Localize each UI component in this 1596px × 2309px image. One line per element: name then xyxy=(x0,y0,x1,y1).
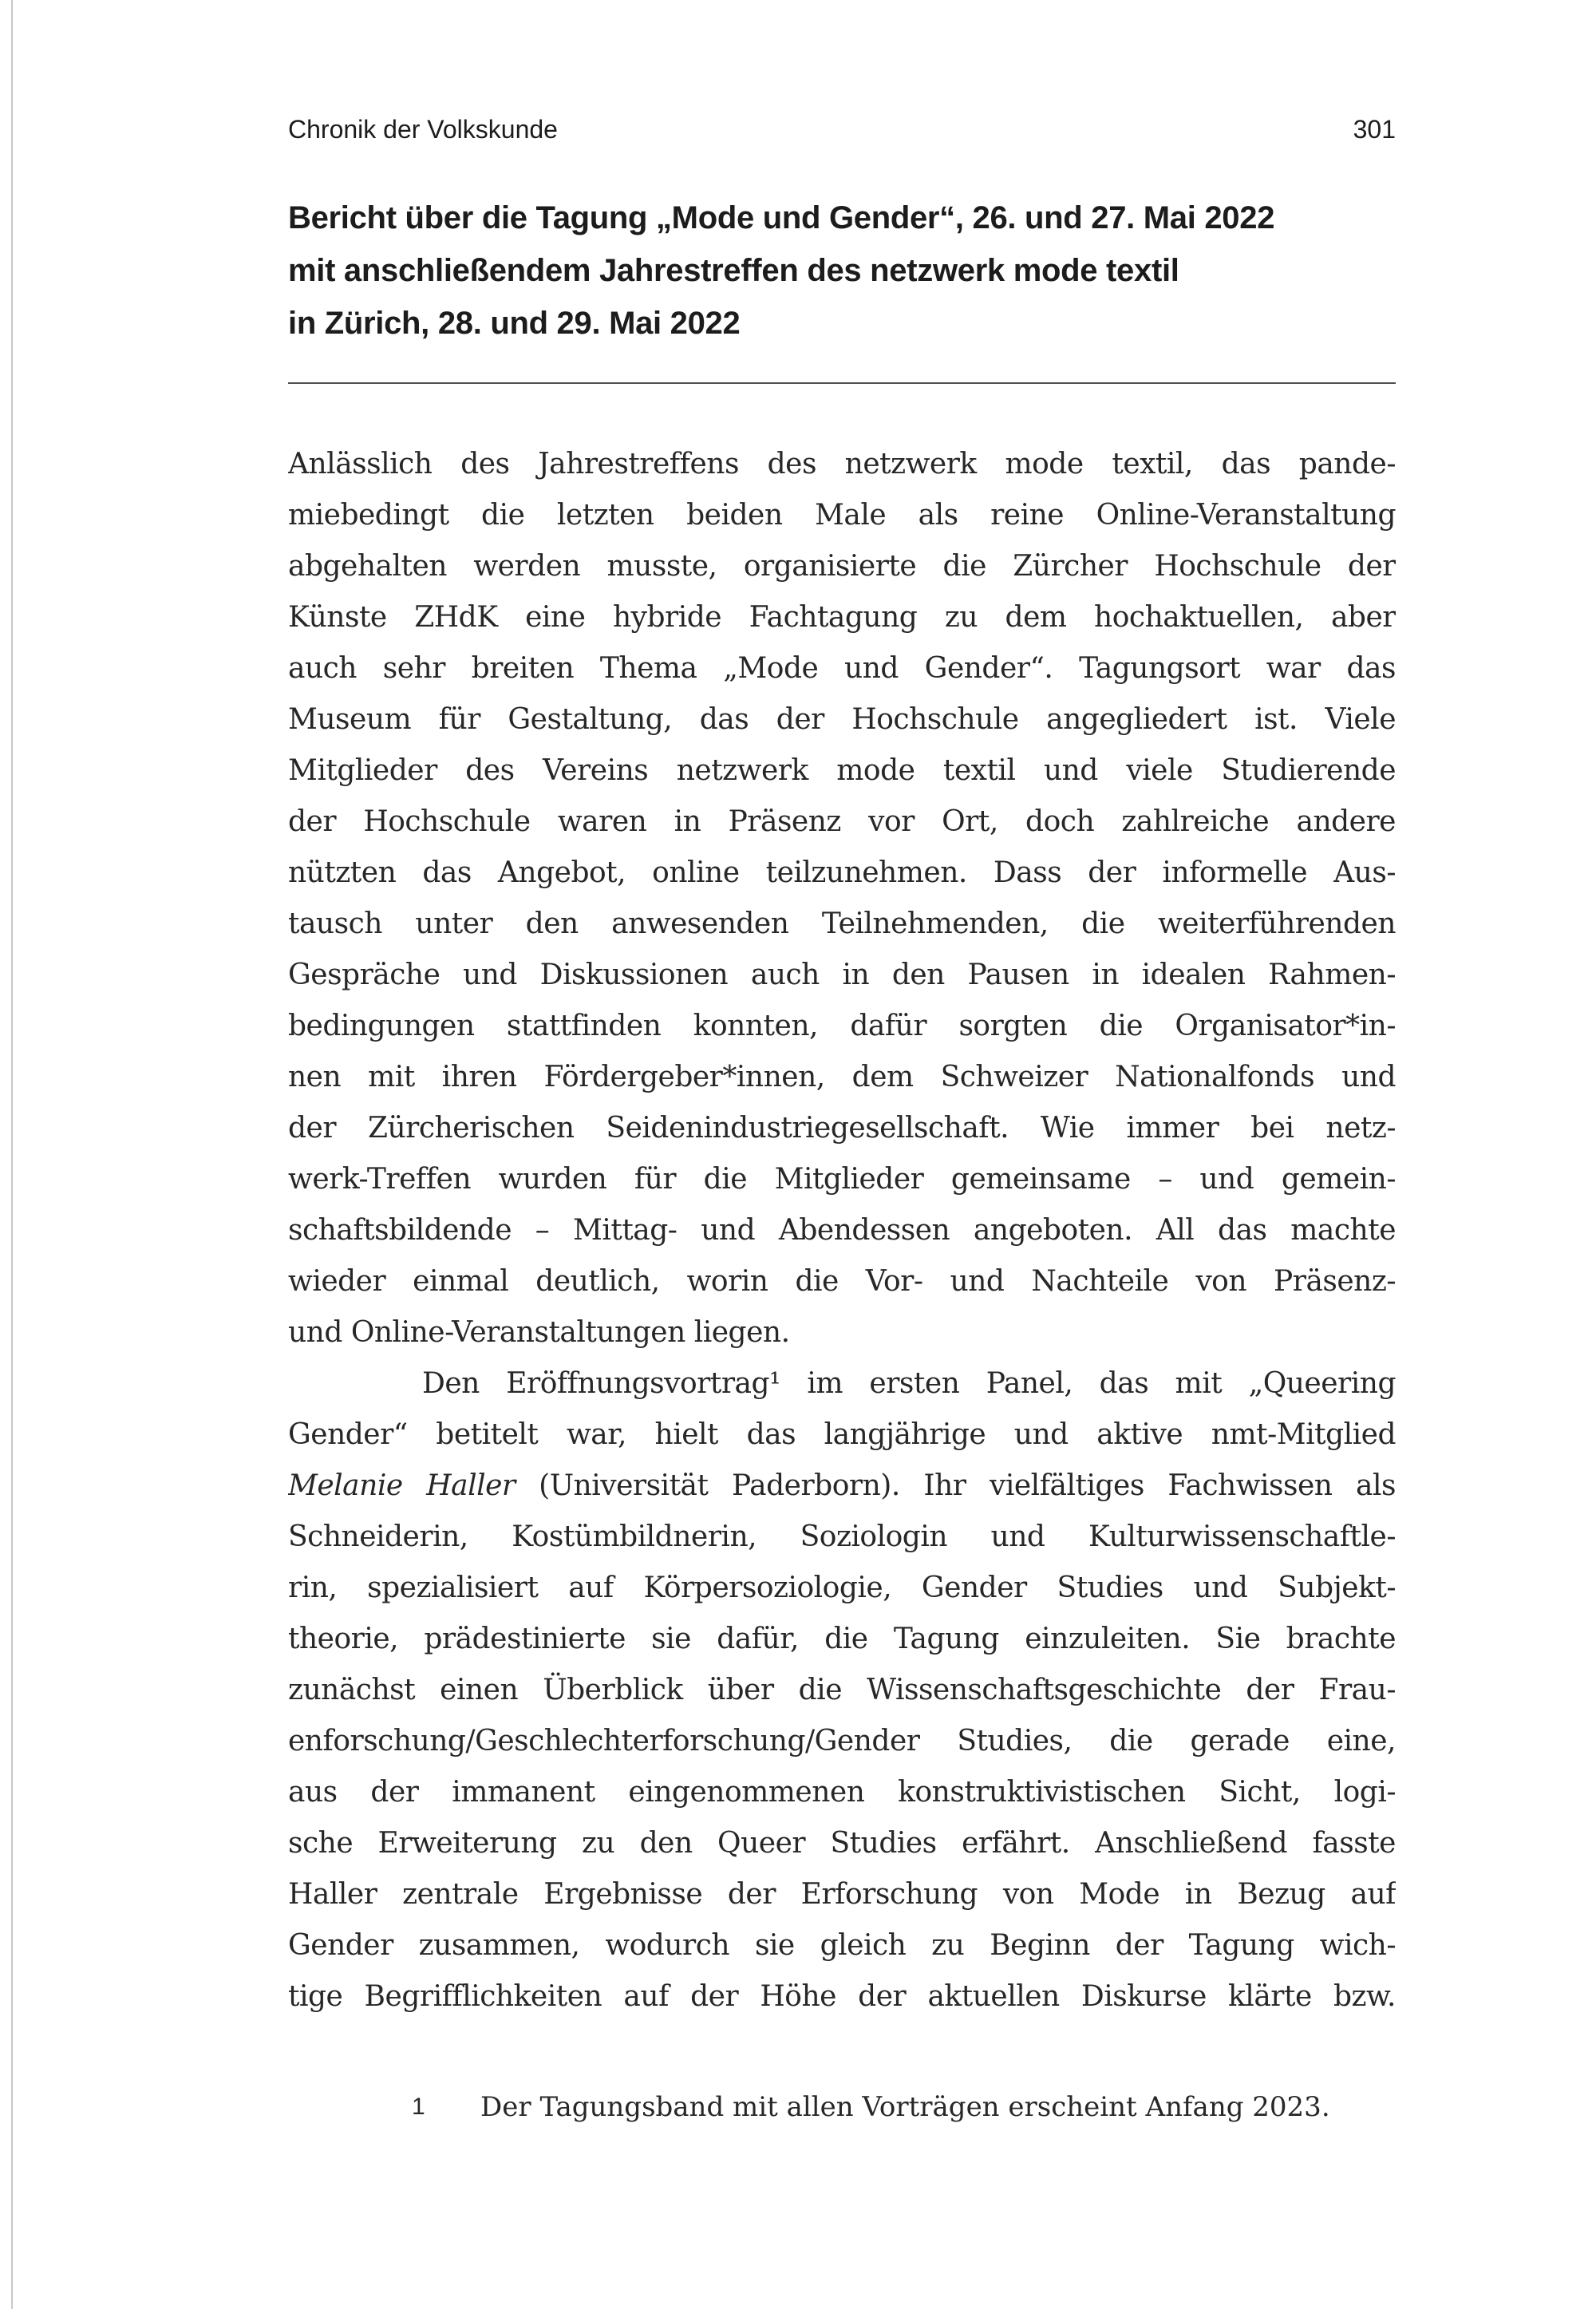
footnote xyxy=(412,2090,1396,2125)
page-edge-line xyxy=(11,0,13,2309)
text-line: der Hochschule waren in Präsenz vor Ort, doch zahlreiche andere xyxy=(288,805,1396,838)
article-title xyxy=(288,192,1396,350)
text-line: schaftsbildende – Mittag- und Abendessen angeboten. All das machte xyxy=(288,1214,1396,1247)
text-line: Gespräche und Diskussionen auch in den Pausen in idealen Rahmen- xyxy=(288,959,1396,991)
text-line: enforschung/Geschlechterforschung/Gender Studies, die gerade eine, xyxy=(288,1725,1396,1757)
title-rule xyxy=(288,382,1396,384)
text-line: nen mit ihren Fördergeber*innen, dem Schweizer Nationalfonds und xyxy=(288,1061,1396,1093)
text-line: bedingungen stattfinden konnten, dafür sorgten die Organisator*in- xyxy=(288,1010,1396,1042)
text-line: tausch unter den anwesenden Teilnehmenden, die weiterführenden xyxy=(288,907,1396,940)
italic-name: Melanie Haller xyxy=(288,1469,516,1502)
text-line: rin, spezialisiert auf Körpersoziologie, Gender Studies und Subjekt- xyxy=(288,1572,1396,1604)
text-line: Gender“ betitelt war, hielt das langjährige und aktive nmt-Mitglied xyxy=(288,1418,1396,1451)
text-line: und Online-Veranstaltungen liegen. xyxy=(288,1316,790,1349)
paragraph xyxy=(288,439,1396,1358)
text-line: abgehalten werden musste, organisierte die Zürcher Hochschule der xyxy=(288,550,1396,583)
text-line: aus der immanent eingenommenen konstruktivistischen Sicht, logi- xyxy=(288,1776,1396,1809)
text-line: Haller zentrale Ergebnisse der Erforschung von Mode in Bezug auf xyxy=(288,1878,1396,1911)
text-line: Anlässlich des Jahrestreffens des netzwerk mode textil, das pande- xyxy=(288,448,1396,480)
article-body xyxy=(288,439,1396,2022)
text-line: Museum für Gestaltung, das der Hochschule angegliedert ist. Viele xyxy=(288,703,1396,736)
text-line: tige Begrifflichkeiten auf der Höhe der aktuellen Diskurse klärte bzw. xyxy=(288,1980,1396,2013)
text-line: Mitglieder des Vereins netzwerk mode textil und viele Studierende xyxy=(288,754,1396,787)
article-title-line: Bericht über die Tagung „Mode und Gender“, 26. und 27. Mai 2022 xyxy=(288,200,1275,235)
article-title-line: mit anschließendem Jahrestreffen des netzwerk mode textil xyxy=(288,253,1179,288)
paragraph xyxy=(288,1358,1396,2022)
running-title: Chronik der Volkskunde xyxy=(288,115,558,144)
footnote-marker: 1 xyxy=(412,2094,425,2120)
text-line: Melanie Haller (Universität Paderborn). Ihr vielfältiges Fachwissen als xyxy=(288,1469,1396,1502)
footnote-text: Der Tagungsband mit allen Vorträgen erscheint Anfang 2023. xyxy=(480,2091,1330,2123)
text-line: Künste ZHdK eine hybride Fachtagung zu dem hochaktuellen, aber xyxy=(288,601,1396,634)
article-title-line: in Zürich, 28. und 29. Mai 2022 xyxy=(288,306,741,341)
text-line: auch sehr breiten Thema „Mode und Gender“. Tagungsort war das xyxy=(288,652,1396,685)
text-line: Schneiderin, Kostümbildnerin, Soziologin und Kulturwissenschaftle- xyxy=(288,1520,1396,1553)
text-line: zunächst einen Überblick über die Wissenschaftsgeschichte der Frau- xyxy=(288,1674,1396,1706)
page-number: 301 xyxy=(1353,115,1396,144)
running-head xyxy=(288,113,1396,145)
text-line: sche Erweiterung zu den Queer Studies erfährt. Anschließend fasste xyxy=(288,1827,1396,1860)
text-line: nützten das Angebot, online teilzunehmen. Dass der informelle Aus- xyxy=(288,856,1396,889)
text-line: Gender zusammen, wodurch sie gleich zu Beginn der Tagung wich- xyxy=(288,1929,1396,1962)
text-line: miebedingt die letzten beiden Male als reine Online-Veranstaltung xyxy=(288,499,1396,532)
text-line: der Zürcherischen Seidenindustriegesellschaft. Wie immer bei netz- xyxy=(288,1112,1396,1145)
text-line: wieder einmal deutlich, worin die Vor- und Nachteile von Präsenz- xyxy=(288,1265,1396,1298)
text-line: theorie, prädestinierte sie dafür, die Tagung einzuleiten. Sie brachte xyxy=(288,1623,1396,1655)
text-line: Den Eröffnungsvortrag¹ im ersten Panel, das mit „Queering xyxy=(422,1367,1396,1400)
text-line: werk-Treffen wurden für die Mitglieder gemeinsame – und gemein- xyxy=(288,1163,1396,1196)
